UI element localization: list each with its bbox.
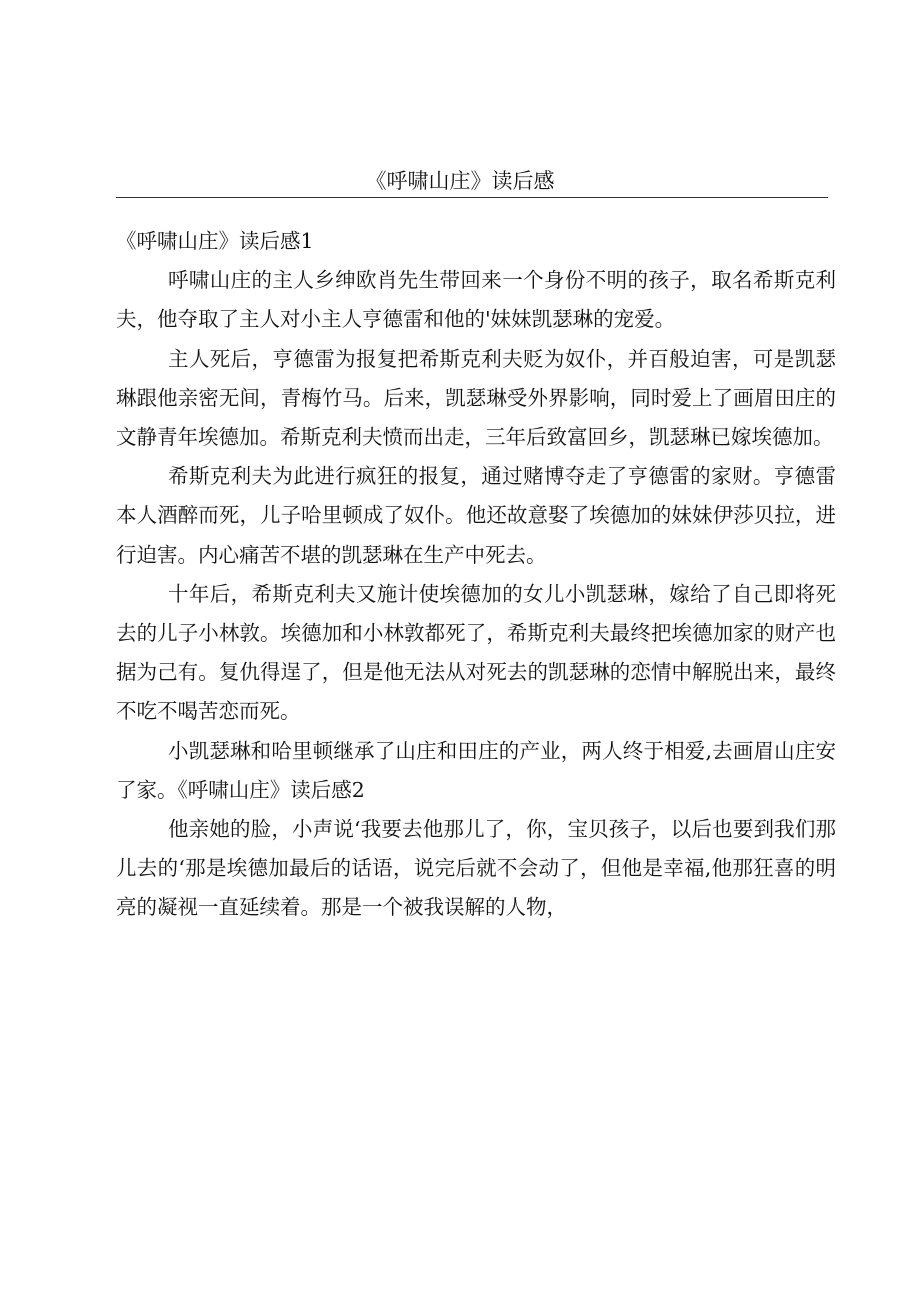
paragraph: 小凯瑟琳和哈里顿继承了山庄和田庄的产业，两人终于相爱,去画眉山庄安了家。《呼啸山庄》读后感2 bbox=[116, 738, 836, 802]
paragraph: 呼啸山庄的主人乡绅欧肖先生带回来一个身份不明的孩子，取名希斯克利夫，他夺取了主人对小主人亨德雷和他的'妹妹凯瑟琳的宠爱。 bbox=[116, 268, 836, 332]
section-heading: 《呼啸山庄》读后感1 bbox=[116, 229, 314, 253]
title-divider bbox=[116, 197, 828, 198]
paragraph: 主人死后，亨德雷为报复把希斯克利夫贬为奴仆，并百般迫害，可是凯瑟琳跟他亲密无间，青梅竹马。后来，凯瑟琳受外界影响，同时爱上了画眉田庄的文静青年埃德加。希斯克利夫愤而出走，三年后致富回乡，凯瑟琳已嫁埃德加。 bbox=[116, 346, 836, 450]
document-title: 《呼啸山庄》读后感 bbox=[365, 169, 555, 193]
document-body bbox=[116, 222, 836, 928]
paragraph: 他亲她的脸，小声说‘我要去他那儿了，你，宝贝孩子，以后也要到我们那儿去的‘那是埃德加最后的话语，说完后就不会动了，但他是幸福,他那狂喜的明亮的凝视一直延续着。那是一个被我误解的人物， bbox=[116, 817, 836, 920]
paragraph: 希斯克利夫为此进行疯狂的报复，通过赌博夺走了亨德雷的家财。亨德雷本人酒醉而死，儿子哈里顿成了奴仆。他还故意娶了埃德加的妹妹伊莎贝拉，进行迫害。内心痛苦不堪的凯瑟琳在生产中死去。 bbox=[116, 464, 836, 567]
paragraph: 十年后，希斯克利夫又施计使埃德加的女儿小凯瑟琳，嫁给了自己即将死去的儿子小林敦。埃德加和小林敦都死了，希斯克利夫最终把埃德加家的财产也据为己有。复仇得逞了，但是他无法从对死去的凯瑟琳的恋情中解脱出来，最终不吃不喝苦恋而死。 bbox=[116, 581, 836, 724]
